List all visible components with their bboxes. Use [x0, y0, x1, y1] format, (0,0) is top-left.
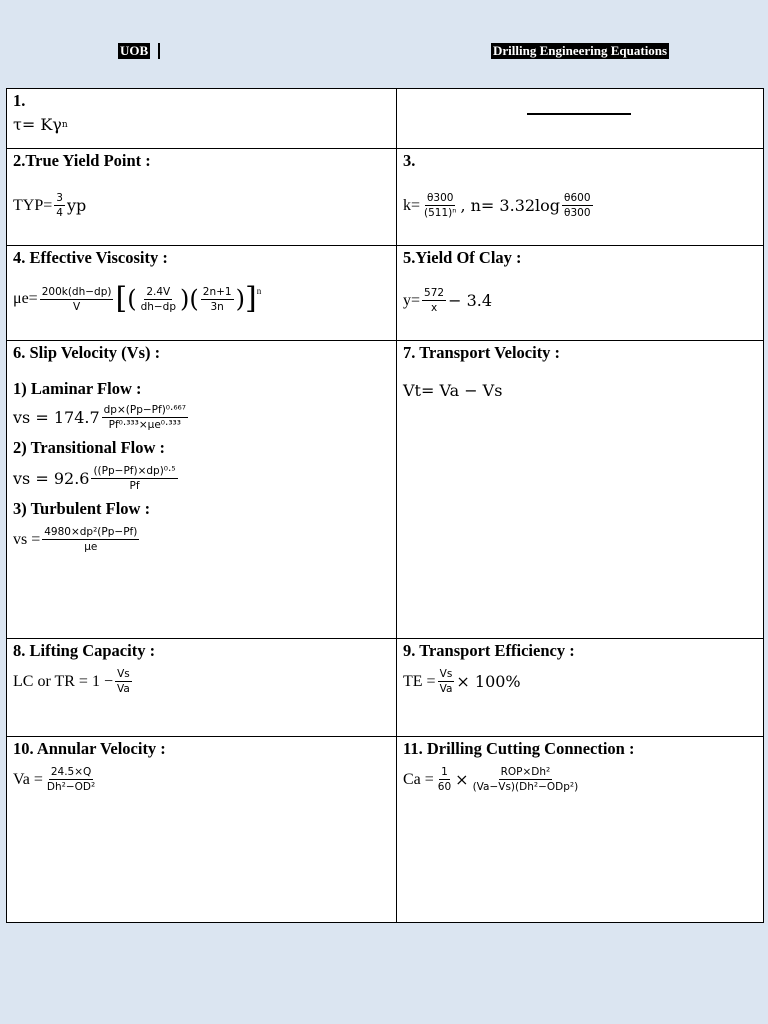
equations-table	[6, 88, 764, 923]
equation-text: τ= Kγ	[13, 115, 62, 134]
equation-transport-efficiency	[403, 667, 757, 696]
equation-text: Vt= Va − Vs	[403, 381, 503, 400]
denominator: V	[72, 300, 81, 313]
denominator: Va	[439, 683, 453, 695]
denominator: (511)ⁿ	[424, 207, 457, 219]
cell-7	[397, 341, 764, 639]
denominator: 3n	[210, 300, 224, 313]
fraction	[139, 285, 178, 314]
equation-lhs: Va =	[13, 770, 43, 788]
equation-cutting-connection	[403, 765, 757, 794]
denominator: 4	[56, 207, 63, 219]
section-heading: 10. Annular Velocity :	[13, 739, 166, 758]
cell-1	[7, 89, 397, 149]
equation-turbulent	[13, 525, 390, 554]
table-row	[7, 737, 764, 923]
equation-rhs: yp	[66, 196, 87, 215]
cell-number: 1.	[13, 91, 26, 110]
equation-rhs: − 3.4	[448, 291, 493, 310]
exponent: n	[256, 286, 262, 296]
cell-5	[397, 246, 764, 341]
denominator: μe	[84, 541, 98, 553]
numerator: ((Pp−Pf)×dp)⁰·⁵	[93, 465, 176, 477]
fraction	[91, 464, 177, 493]
denominator: (Va−Vs)(Dh²−ODp²)	[472, 781, 579, 793]
fraction	[54, 191, 65, 220]
fraction	[45, 765, 97, 794]
cell-3	[397, 149, 764, 246]
equation-mid: , n= 3.32log	[460, 196, 561, 215]
header-divider	[158, 43, 160, 59]
table-row	[7, 89, 764, 149]
equation-annular-velocity	[13, 765, 390, 794]
equation-rhs: × 100%	[456, 672, 521, 691]
numerator: 572	[424, 287, 445, 299]
numerator: θ300	[427, 192, 454, 204]
paren-close: )	[180, 285, 190, 313]
cell-blank	[397, 89, 764, 149]
equation-laminar	[13, 403, 390, 432]
fraction	[422, 286, 446, 315]
cell-10	[7, 737, 397, 923]
equation-shear-stress	[13, 115, 390, 134]
section-heading: 6. Slip Velocity (Vs) :	[13, 343, 161, 362]
blank-line	[527, 113, 631, 115]
numerator: ROP×Dh²	[500, 766, 551, 778]
equation-k-n	[403, 191, 757, 220]
equation-typ	[13, 191, 390, 220]
equation-lifting-capacity	[13, 667, 390, 696]
subheading-laminar: 1) Laminar Flow :	[13, 379, 142, 398]
fraction	[40, 285, 114, 314]
cell-4	[7, 246, 397, 341]
page-header	[0, 0, 768, 88]
subheading-transitional: 2) Transitional Flow :	[13, 438, 166, 457]
denominator: Dh²−OD²	[46, 781, 96, 793]
section-heading: 2.True Yield Point :	[13, 151, 151, 170]
numerator: 2n+1	[202, 285, 232, 298]
paren-close: )	[235, 285, 245, 313]
equation-lhs: vs = 92.6	[13, 469, 90, 488]
equation-lhs: vs =	[13, 530, 41, 548]
table-row	[7, 341, 764, 639]
equation-lhs: Ca =	[403, 770, 434, 788]
section-heading: 7. Transport Velocity :	[403, 343, 561, 362]
equation-lhs: y=	[403, 291, 421, 309]
paren-open: (	[189, 285, 199, 313]
cell-8	[7, 639, 397, 737]
denominator: 60	[437, 781, 452, 793]
cell-9	[397, 639, 764, 737]
denominator: Va	[116, 683, 130, 695]
equation-lhs: μe=	[13, 290, 38, 307]
fraction	[115, 667, 132, 696]
denominator: dh−dp	[140, 300, 177, 313]
numerator: 3	[56, 192, 63, 204]
numerator: 4980×dp²(Pp−Pf)	[44, 526, 138, 538]
equation-effective-viscosity	[13, 281, 390, 316]
fraction	[42, 525, 139, 554]
numerator: Vs	[117, 668, 130, 680]
equation-yield-of-clay	[403, 286, 757, 315]
table-row	[7, 149, 764, 246]
numerator: 1	[441, 766, 448, 778]
fraction	[422, 191, 458, 220]
numerator: 24.5×Q	[50, 766, 92, 778]
denominator: θ300	[564, 207, 591, 219]
cell-2	[7, 149, 397, 246]
cell-6	[7, 341, 397, 639]
denominator: Pf	[129, 480, 140, 492]
table-row	[7, 639, 764, 737]
cell-11	[397, 737, 764, 923]
org-label: UOB	[120, 43, 149, 58]
paren-open: (	[127, 285, 137, 313]
numerator: θ600	[564, 192, 591, 204]
section-heading: 9. Transport Efficiency :	[403, 641, 575, 660]
fraction	[436, 765, 453, 794]
fraction	[438, 667, 455, 696]
numerator: Vs	[439, 668, 453, 680]
subheading-turbulent: 3) Turbulent Flow :	[13, 499, 151, 518]
equation-lhs: TE =	[403, 672, 436, 690]
fraction	[201, 285, 234, 314]
equation-lhs: k=	[403, 196, 421, 214]
numerator: 2.4V	[146, 285, 171, 298]
denominator: Pf⁰·³³³×μe⁰·³³³	[108, 419, 181, 431]
equation-lhs: TYP=	[13, 196, 53, 214]
denominator: x	[430, 302, 438, 314]
fraction	[562, 191, 592, 220]
exponent: n	[61, 119, 68, 130]
cell-number: 3.	[403, 151, 416, 170]
equation-transport-velocity	[403, 381, 757, 400]
equation-mid: ×	[455, 770, 469, 789]
section-heading: 5.Yield Of Clay :	[403, 248, 522, 267]
bracket-close: ]	[244, 281, 257, 316]
equation-lhs: vs = 174.7	[13, 408, 100, 427]
document-title: Drilling Engineering Equations	[493, 43, 668, 58]
equation-lhs: LC or TR = 1 −	[13, 672, 113, 690]
fraction	[102, 403, 188, 432]
bracket-open: [	[115, 281, 128, 316]
numerator: 200k(dh−dp)	[41, 285, 112, 298]
section-heading: 11. Drilling Cutting Connection :	[403, 739, 635, 758]
equation-transitional	[13, 464, 390, 493]
section-heading: 8. Lifting Capacity :	[13, 641, 156, 660]
fraction	[471, 765, 581, 794]
section-heading: 4. Effective Viscosity :	[13, 248, 168, 267]
numerator: dp×(Pp−Pf)⁰·⁶⁶⁷	[103, 404, 186, 416]
table-row	[7, 246, 764, 341]
